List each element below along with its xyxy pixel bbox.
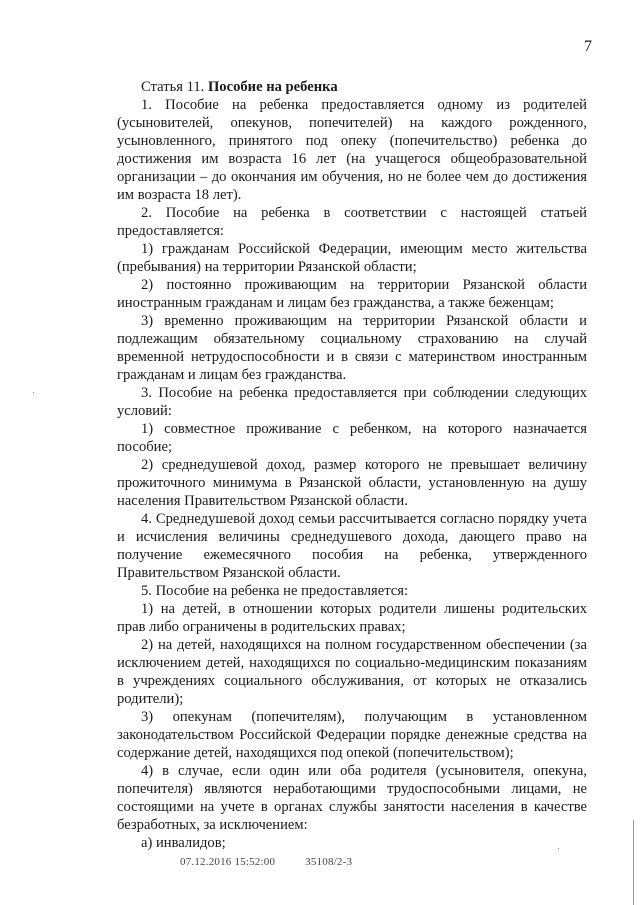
article-prefix: Статья 11. bbox=[141, 79, 208, 95]
footer-doc-code: 35108/2-3 bbox=[305, 856, 353, 868]
scan-speck bbox=[558, 848, 559, 849]
paragraph: 1) совместное проживание с ребенком, на которого назначается пособие; bbox=[117, 421, 587, 455]
footer-stamp bbox=[180, 856, 352, 868]
page-number: 7 bbox=[584, 38, 592, 55]
paragraph: 2) постоянно проживающим на территории Рязанской области иностранным гражданам и лицам без гражданства, а также беженцам; bbox=[117, 277, 587, 311]
paragraph: 2) на детей, находящихся на полном государственном обеспечении (за исключением детей, находящихся по социально-медицинским показаниям в учреждениях социального обслуживания, от которых не отказались родители); bbox=[117, 637, 587, 707]
paragraph: 3) временно проживающим на территории Рязанской области и подлежащим обязательному социальному страхованию на случай временной нетрудоспособности и в связи с материнством иностранным гражданам и лицам без гражданства. bbox=[117, 313, 587, 383]
paragraph: 2. Пособие на ребенка в соответствии с настоящей статьей предоставляется: bbox=[117, 205, 587, 239]
paragraph: 3) опекунам (попечителям), получающим в установленном законодательством Российской Федерации порядке денежные средства на содержание детей, находящихся под опекой (попечительством); bbox=[117, 709, 587, 761]
footer-timestamp: 07.12.2016 15:52:00 bbox=[180, 856, 276, 868]
paragraph: 4. Среднедушевой доход семьи рассчитывается согласно порядку учета и исчисления величины среднедушевого дохода, дающего право на получение ежемесячного пособия на ребенка, утвержденного Правительством Рязанской области. bbox=[117, 511, 587, 581]
paragraph: 1. Пособие на ребенка предоставляется одному из родителей (усыновителей, опекунов, попечителей) на каждого рожденного, усыновленного, принятого под опеку (попечительство) ребенка до достижения им возраста 16 лет (на учащегося общеобразовательной организации – до окончания им обучения, но не более чем до достижения им возраста 18 лет). bbox=[117, 97, 587, 203]
paragraph: а) инвалидов; bbox=[141, 835, 226, 851]
paragraph: 3. Пособие на ребенка предоставляется при соблюдении следующих условий: bbox=[117, 385, 587, 419]
article-heading bbox=[117, 78, 587, 96]
paragraph: 2) среднедушевой доход, размер которого не превышает величину прожиточного минимума в Рязанской области, установленную на душу населения Правительством Рязанской области. bbox=[117, 457, 587, 509]
document-body bbox=[117, 78, 587, 852]
paragraph: 1) гражданам Российской Федерации, имеющим место жительства (пребывания) на территории Рязанской области; bbox=[117, 241, 587, 275]
scan-speck bbox=[33, 392, 34, 393]
article-title: Пособие на ребенка bbox=[207, 79, 338, 95]
paragraph: 5. Пособие на ребенка не предоставляется: bbox=[141, 583, 409, 599]
scan-edge-line bbox=[633, 820, 634, 905]
paragraph: 1) на детей, в отношении которых родители лишены родительских прав либо ограничены в родительских правах; bbox=[117, 601, 587, 635]
paragraph: 4) в случае, если один или оба родителя (усыновителя, опекуна, попечителя) являются неработающими трудоспособными лицами, не состоящими на учете в органах службы занятости населения в качестве безработных, за исключением: bbox=[117, 763, 587, 833]
